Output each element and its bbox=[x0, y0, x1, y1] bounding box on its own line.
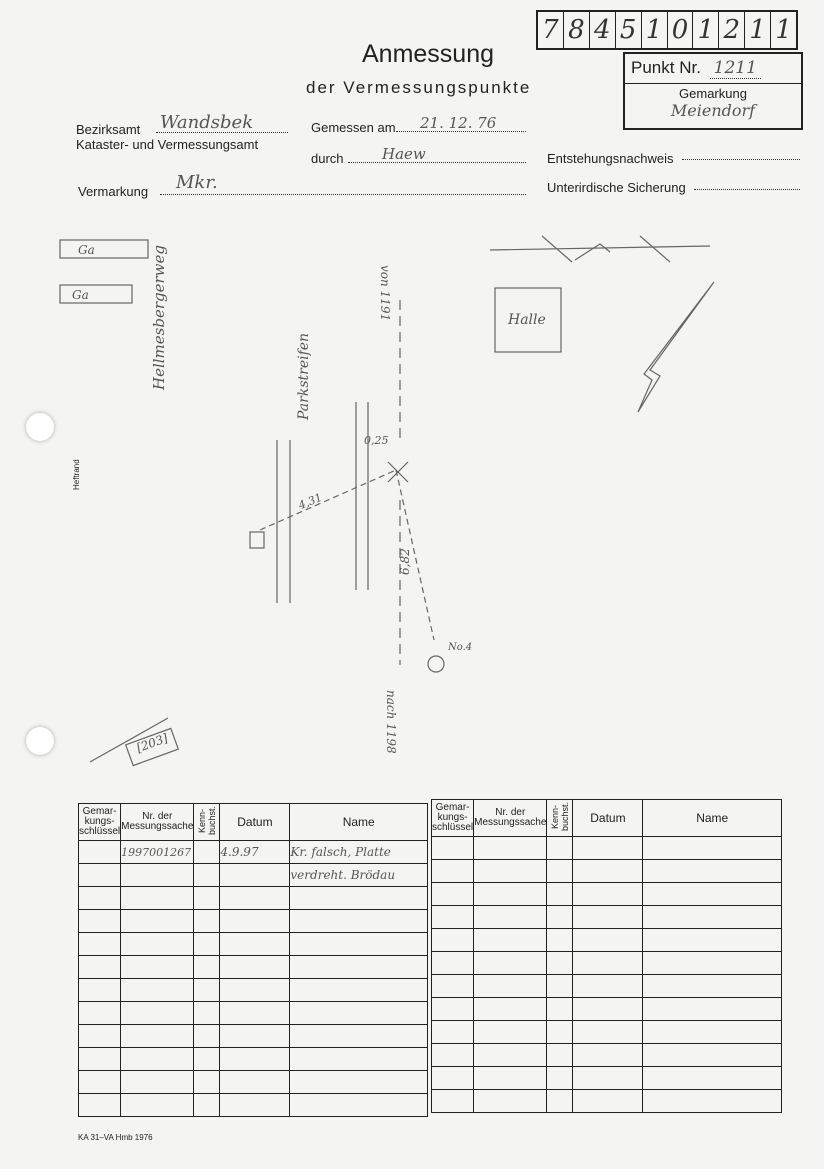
bezirksamt-label: Bezirksamt bbox=[76, 122, 141, 137]
gemarkung-value: Meiendorf bbox=[670, 101, 756, 120]
digit: 1 bbox=[693, 12, 719, 48]
punkt-label: Punkt Nr. bbox=[631, 58, 701, 77]
col-name: Name bbox=[643, 800, 782, 837]
history-table-left bbox=[78, 803, 428, 1117]
digit: 1 bbox=[642, 12, 668, 48]
street-label: Hellmesbergerweg bbox=[150, 245, 168, 390]
gemessen-value: 21. 12. 76 bbox=[420, 114, 497, 132]
gemarkung-label: Gemarkung bbox=[679, 86, 747, 101]
parkstreifen-label: Parkstreifen bbox=[296, 332, 312, 420]
col-kennbuchst: Kenn-buchst. bbox=[547, 800, 573, 837]
history-table-right bbox=[431, 799, 782, 1113]
distance-682: 6,82 bbox=[398, 548, 412, 575]
distance-025: 0,25 bbox=[364, 434, 389, 447]
punch-hole bbox=[26, 413, 54, 441]
digit: 5 bbox=[616, 12, 642, 48]
gemessen-label: Gemessen am bbox=[311, 120, 396, 135]
entstehung-label: Entstehungsnachweis bbox=[547, 151, 674, 166]
col-datum: Datum bbox=[220, 804, 290, 841]
halle-label: Halle bbox=[508, 312, 546, 328]
col-datum: Datum bbox=[573, 800, 643, 837]
digit: 8 bbox=[564, 12, 590, 48]
cell-name: verdreht. Brödau bbox=[290, 864, 428, 887]
ga-label-1: Ga bbox=[78, 243, 95, 257]
col-name: Name bbox=[290, 804, 428, 841]
vermarkung-label: Vermarkung bbox=[78, 184, 149, 199]
col-messungssache: Nr. der Messungssache bbox=[121, 804, 194, 841]
bezirksamt-value: Wandsbek bbox=[160, 112, 254, 133]
col-gemarkung: Gemar-kungs-schlüssel bbox=[79, 804, 121, 841]
col-messungssache: Nr. der Messungssache bbox=[474, 800, 547, 837]
punkt-value: 1211 bbox=[710, 58, 761, 79]
col-kennbuchst: Kenn-buchst. bbox=[194, 804, 220, 841]
page-subtitle: der Vermessungspunkte bbox=[306, 78, 532, 97]
ref-label: [203] bbox=[134, 730, 170, 756]
digit: 2 bbox=[719, 12, 745, 48]
distance-431: 4,31 bbox=[296, 490, 325, 513]
cell-nr: 1997001267 bbox=[121, 841, 194, 864]
kataster-label: Kataster- und Vermessungsamt bbox=[76, 137, 259, 152]
no4-label: No.4 bbox=[448, 642, 473, 653]
col-gemarkung: Gemar-kungs-schlüssel bbox=[432, 800, 474, 837]
durch-label: durch bbox=[311, 151, 344, 166]
digit: 7 bbox=[538, 12, 564, 48]
von-label: von 1191 bbox=[378, 265, 392, 322]
digit: 4 bbox=[590, 12, 616, 48]
digit: 1 bbox=[775, 15, 792, 45]
nach-label: nach 1198 bbox=[384, 690, 398, 754]
ga-label-2: Ga bbox=[72, 288, 89, 302]
table-row bbox=[79, 841, 428, 864]
table-row bbox=[79, 864, 428, 887]
cell-datum: 4.9.97 bbox=[220, 841, 290, 864]
form-footer: KA 31–VA Hmb 1976 bbox=[78, 1133, 153, 1142]
digit: 1 bbox=[745, 12, 771, 48]
garage-box-1 bbox=[60, 240, 148, 258]
vermarkung-value: Mkr. bbox=[176, 172, 218, 193]
punch-hole bbox=[26, 727, 54, 755]
page-title: Anmessung bbox=[362, 40, 495, 68]
durch-value: Haew bbox=[382, 145, 426, 163]
garage-box-2 bbox=[60, 285, 132, 303]
heftrand-label: Heftrand bbox=[72, 459, 81, 490]
digit: 0 bbox=[668, 12, 694, 48]
cell-name: Kr. falsch, Platte bbox=[290, 841, 428, 864]
unterirdisch-label: Unterirdische Sicherung bbox=[547, 180, 686, 195]
north-arrow bbox=[638, 282, 714, 412]
